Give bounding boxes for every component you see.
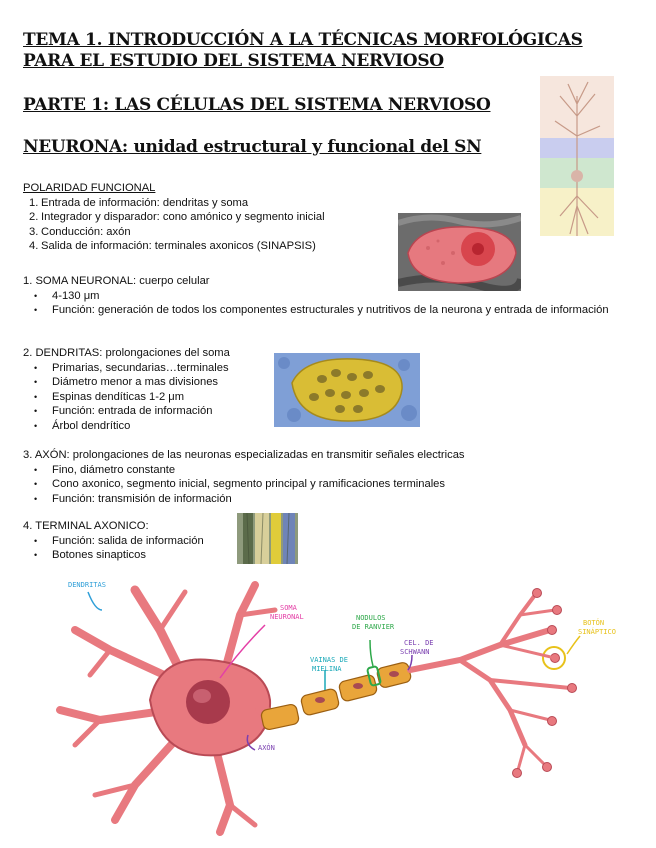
list-item: • Función: salida de información <box>23 534 204 549</box>
list-item: • Función: generación de todos los componentes estructurales y nutritivos de la neurona y entrada de información <box>23 303 632 318</box>
terminal-title: 4. TERMINAL AXONICO: <box>23 520 149 532</box>
list-item: • Función: entrada de información <box>23 404 230 419</box>
part-title: PARTE 1: LAS CÉLULAS DEL SISTEMA NERVIOSO <box>23 95 491 115</box>
label-soma: SOMA NEURONAL <box>270 604 304 621</box>
main-title: TEMA 1. INTRODUCCIÓN A LA TÉCNICAS MORFOLÓGICAS PARA EL ESTUDIO DEL SISTEMA NERVIOSO <box>23 30 583 71</box>
dendritas-section <box>23 346 230 434</box>
polaridad-title: POLARIDAD FUNCIONAL <box>23 182 156 194</box>
soma-title: 1. SOMA NEURONAL: cuerpo celular <box>23 275 210 287</box>
list-item: • Primarias, secundarias…terminales <box>23 361 230 376</box>
polaridad-section <box>23 181 325 254</box>
list-item: • Función: transmisión de información <box>23 492 465 507</box>
dendrite-micrograph <box>274 353 420 427</box>
label-dendritas: DENDRITAS <box>68 581 106 589</box>
terminal-section <box>23 519 204 563</box>
list-item: • 4-130 μm <box>23 289 632 304</box>
list-item: • Espinas dendíticas 1-2 μm <box>23 390 230 405</box>
label-nodulos: NODULOS DE RANVIER <box>352 614 395 631</box>
axon-section <box>23 448 465 506</box>
list-item: • Árbol dendrítico <box>23 419 230 434</box>
axon-terminal-micrograph <box>237 513 298 564</box>
list-item: 2. Integrador y disparador: cono amónico y segmento inicial <box>29 211 325 224</box>
list-item: 4. Salida de información: terminales axonicos (SINAPSIS) <box>29 240 316 253</box>
label-axon: AXÓN <box>258 744 275 752</box>
list-item: 1. Entrada de información: dendritas y soma <box>29 196 249 209</box>
list-item: • Diámetro menor a mas divisiones <box>23 375 230 390</box>
neuron-layers-image <box>540 76 614 236</box>
soma-section <box>23 274 632 318</box>
neuron-title: NEURONA: unidad estructural y funcional del SN <box>23 137 482 157</box>
dendritas-title: 2. DENDRITAS: prolongaciones del soma <box>23 347 230 359</box>
label-vainas: VAINAS DE MIELINA <box>310 656 348 673</box>
list-item: • Cono axonico, segmento inicial, segmento principal y ramificaciones terminales <box>23 477 465 492</box>
label-boton: BOTÓN SINÁPTICO <box>578 619 616 636</box>
label-schwann: CEL. DE SCHWANN <box>400 639 434 656</box>
list-item: • Fino, diámetro constante <box>23 463 465 478</box>
axon-title: 3. AXÓN: prolongaciones de las neuronas especializadas en transmitir señales electricas <box>23 449 465 461</box>
list-item: • Botones sinapticos <box>23 548 204 563</box>
list-item: 3. Conducción: axón <box>29 225 131 238</box>
neuron-diagram <box>40 570 640 840</box>
